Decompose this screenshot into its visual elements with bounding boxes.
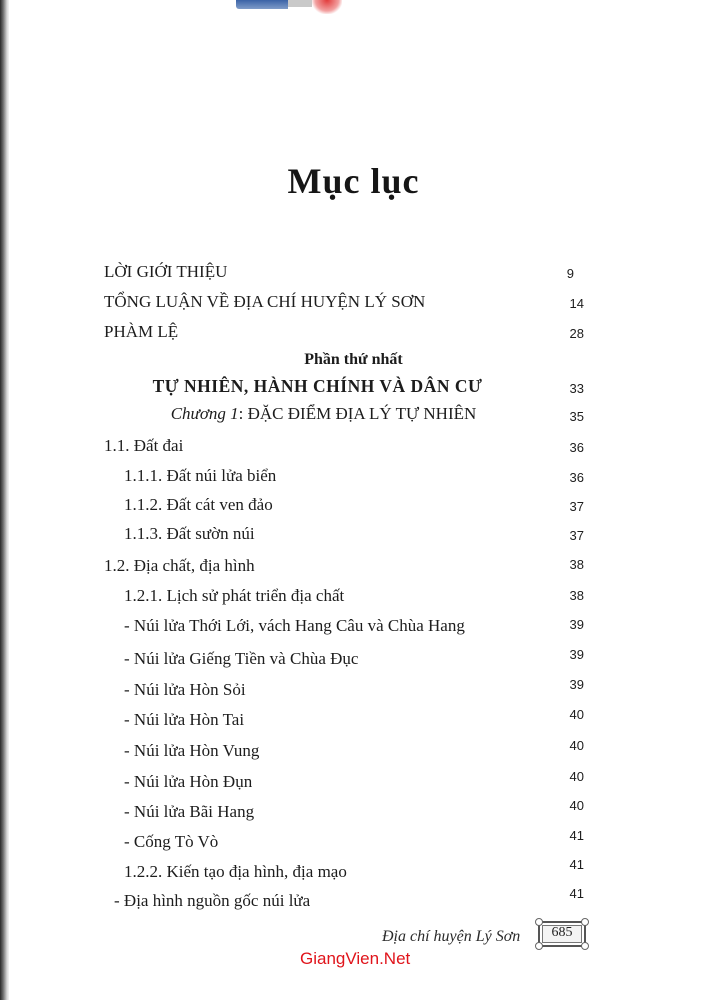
- toc-section-1-1-3[interactable]: 1.1.3. Đất sườn núi: [124, 524, 255, 543]
- toc-item-hon-vung[interactable]: - Núi lửa Hòn Vung: [124, 741, 260, 760]
- toc-item-bai-hang[interactable]: - Núi lửa Bãi Hang: [124, 802, 255, 821]
- chapter-prefix: Chương 1: [170, 404, 239, 423]
- toc-entry-loi-gioi-thieu[interactable]: LỜI GIỚI THIỆU: [104, 262, 228, 281]
- toc-page-number: 9: [566, 266, 574, 281]
- toc-section-1-1-2[interactable]: 1.1.2. Đất cát ven đảo: [124, 495, 273, 514]
- toc-item-hon-soi[interactable]: - Núi lửa Hòn Sỏi: [124, 680, 246, 699]
- toc-section-1-2-1[interactable]: 1.2.1. Lịch sử phát triển địa chất: [124, 586, 345, 605]
- toc-page-number: 37: [569, 499, 584, 514]
- toc-item-dia-hinh-nui-lua[interactable]: - Địa hình nguồn gốc núi lửa: [114, 891, 311, 910]
- folio-ornament-box: [538, 921, 586, 947]
- toc-item-hon-tai[interactable]: - Núi lửa Hòn Tai: [124, 710, 245, 729]
- corner-ornament-icon: [535, 942, 543, 950]
- toc-page-number: 40: [569, 707, 584, 722]
- toc-page-number: 37: [569, 528, 584, 543]
- toc-page-number: 40: [569, 798, 584, 813]
- part-title[interactable]: TỰ NHIÊN, HÀNH CHÍNH VÀ DÂN CƯ: [152, 376, 483, 396]
- toc-page-number: 38: [569, 588, 584, 603]
- toc-page-number: 14: [569, 296, 584, 311]
- toc-page-number: 38: [569, 557, 584, 572]
- toc-page-number: 41: [569, 828, 584, 843]
- toc-page-number: 36: [569, 470, 584, 485]
- toc-item-thoi-loi[interactable]: - Núi lửa Thới Lới, vách Hang Câu và Chùa Hang: [124, 616, 465, 635]
- part-heading: Phần thứ nhất: [304, 351, 403, 368]
- toc-page-number: 36: [569, 440, 584, 455]
- toc-section-1-2-2[interactable]: 1.2.2. Kiến tạo địa hình, địa mạo: [124, 862, 347, 881]
- toc-page-number: 39: [569, 677, 584, 692]
- toc-section-1-2[interactable]: 1.2. Địa chất, địa hình: [104, 556, 255, 575]
- corner-ornament-icon: [581, 942, 589, 950]
- page-folio-number: 685: [551, 925, 573, 940]
- running-title: Địa chí huyện Lý Sơn: [382, 928, 521, 945]
- toc-page-number: 41: [569, 886, 584, 901]
- toc-page-number: 40: [569, 769, 584, 784]
- toc-entry-tong-luan[interactable]: TỔNG LUẬN VỀ ĐỊA CHÍ HUYỆN LÝ SƠN: [104, 292, 426, 311]
- toc-section-1-1[interactable]: 1.1. Đất đai: [104, 436, 184, 455]
- toc-page-number: 39: [569, 647, 584, 662]
- toc-page-number: 33: [569, 381, 584, 396]
- toc-page-number: 35: [569, 409, 584, 424]
- toc-page-number: 40: [569, 738, 584, 753]
- toc-item-hon-dun[interactable]: - Núi lửa Hòn Đụn: [124, 772, 253, 791]
- toc-page-number: 41: [569, 857, 584, 872]
- chapter-title: : ĐẶC ĐIỂM ĐỊA LÝ TỰ NHIÊN: [238, 404, 477, 423]
- toc-item-cong-to-vo[interactable]: - Cống Tò Vò: [124, 832, 219, 851]
- toc-page-number: 39: [569, 617, 584, 632]
- toc-section-1-1-1[interactable]: 1.1.1. Đất núi lửa biển: [124, 466, 277, 485]
- toc-page-number: 28: [569, 326, 584, 341]
- page-title: Mục lục: [287, 161, 420, 201]
- watermark-text: GiangVien.Net: [300, 949, 411, 968]
- toc-entry-pham-le[interactable]: PHÀM LỆ: [104, 322, 179, 341]
- toc-item-gieng-tien[interactable]: - Núi lửa Giếng Tiền và Chùa Đục: [124, 649, 359, 668]
